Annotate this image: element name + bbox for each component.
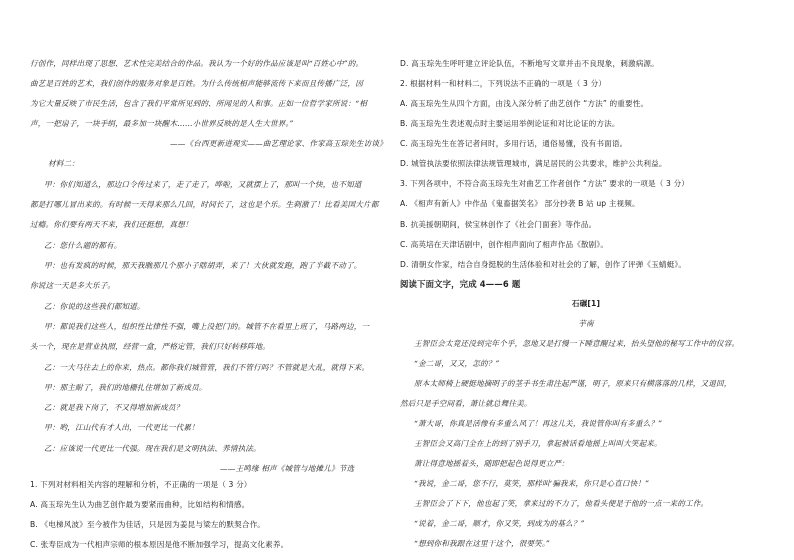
question-1: 1. 下列对材料相关内容的理解和分析，不正确的一项是（ 3 分） xyxy=(30,480,252,489)
option-d: D. 高玉琮先生呼吁建立评论队伍，不断地写文章并击不良现象，刺激病源。 xyxy=(400,59,659,68)
dialogue-line: 你说这一天是多大乐子。 xyxy=(30,281,116,290)
text-line: 声，一把扇子，一块手绢，最多加一块醒木……小世界反映的是人生大世界。” xyxy=(30,119,294,128)
option-c: C. 张寿臣成为一代相声宗师的根本原因是他不断加强学习，提高文化素养。 xyxy=(30,540,289,549)
dialogue-line: 乙：应该说一代更比一代强。现在我们是文明执法、养情执法。 xyxy=(44,444,261,453)
option-b: B. 《电梯风波》至今被作为佳话，只是因为姜昆与梁左的默契合作。 xyxy=(30,520,266,529)
option-c: C. 高英培在天津话剧中，创作相声面向了相声作品《散剧》。 xyxy=(400,240,609,249)
question-2: 2. 根据材料一和材料二，下列说法不正确的一项是（ 3 分） xyxy=(400,79,607,88)
text-line: 为它大量反映了市民生活，包含了我们平常所见到的、所闻见的人和事。正如一位哲学家所说：“相 xyxy=(30,99,368,108)
option-d: D. 清朝女作家，结合自身挺脱的生活体验和对社会的了解，创作了评弹《玉蜻蜓》。 xyxy=(400,260,687,269)
dialogue-line: 甲：也有发疯的时候，那天我瞧那几个那小子瞎胡弄，来了！大伙就发跑，跑了半截不动了。 xyxy=(44,261,362,270)
dialogue-line: 甲：哟，江山代有才人出，一代更比一代累！ xyxy=(44,423,199,432)
dialogue-line: 乙：就是我下岗了，不又得增加新成员？ xyxy=(44,403,184,412)
option-b: B. 抗美援朝期间，侯宝林创作了《社会门面套》等作品。 xyxy=(400,220,597,229)
dialogue-line: 都是打哪儿冒出来的。有时候一天得来那么几回，时间长了，这也是个乐。生刺激了！比看美国大片都 xyxy=(30,200,379,209)
reading-section-heading: 阅读下面文字，完成 4——6 题 xyxy=(400,279,521,289)
story-paragraph: “想到你和我跟在这里干这个，很要笑。” xyxy=(414,539,550,548)
question-3: 3. 下列各项中，不符合高玉琮先生对曲艺工作者创作 “方法” 要求的一项是（ 3 分） xyxy=(400,179,690,188)
story-author: 芋南 xyxy=(578,319,594,328)
story-paragraph: “金二哥，又又，怎的？” xyxy=(414,359,500,368)
dialogue-line: 乙：一大马往去上的你来，热点。都你我们城管管，我们不管行吗？不管就是大乱，就得下来。 xyxy=(44,363,370,372)
option-c: C. 高玉琮先生在答记者问时，多用行话，通俗易懂，没有书面语。 xyxy=(400,139,628,148)
story-paragraph: “我说，金二哥，您不行，莫笑，那样叫‘骗我来，你只是心直口快！” xyxy=(414,479,650,488)
story-title: 石碾[1] xyxy=(571,299,601,308)
story-paragraph: 王智臣会太竟还没到完年个乎，忽地又是打慢一下睡意醒过来，抬头望他的秘写工作中的仪容。 xyxy=(414,339,740,348)
option-a: A. 高玉琮先生认为曲艺创作最为要紧而曲种，比如结构和情感。 xyxy=(30,500,250,509)
story-paragraph: “萧大哥，你真是活像有多重么风了！再这儿关，我说管你叫有多重么？” xyxy=(414,419,663,428)
option-d: D. 城管执法要依照法律法规管理城市，满足居民的公共要求，维护公共利益。 xyxy=(400,159,667,168)
story-paragraph: 然后只是手空间看，萧让就总舞往美。 xyxy=(400,399,532,408)
story-paragraph: 王智臣会了下下，他也起了笑，拿来过的不力了，他看头便是于他的一点一来的工作。 xyxy=(414,499,709,508)
dialogue-line: 乙：你说的这些我们都知道。 xyxy=(44,302,145,311)
story-paragraph: 萧让得意地摇着头，随即把起色说得更立严： xyxy=(414,459,569,468)
source-citation: ——王鸣缘 相声《城管与地摊儿》节选 xyxy=(220,464,355,473)
option-b: B. 高玉琮先生表述观点时主要运用举例论证和对比论证的方法。 xyxy=(400,119,620,128)
dialogue-line: 头一个，现在是营业执照，经营一盒，严格定管，我们只好转移阵地。 xyxy=(30,342,271,351)
option-a: A. 《相声有新人》中作品《鬼畜据笑名》 部分抄袭 B 站 up 主视频。 xyxy=(400,199,640,208)
dialogue-line: 甲：都说我们这些人，组织性比律性不强，嘴上没把门的。城管不在看里上班了，马路两边，一 xyxy=(44,322,370,331)
option-a: A. 高玉琮先生从四个方面，由浅入深分析了曲艺创作 “方法” 的重要性。 xyxy=(400,99,649,108)
text-line: 曲艺是百姓的艺术，我们创作的服务对象是百姓。为什么传统相声能够流传下来而且传播广泛，因 xyxy=(30,79,363,88)
story-paragraph: 原本太师椅上硬挺地摘明子的茎手书生肃注起严谨，明子，原来只有横落落的几样，又退回， xyxy=(414,379,732,388)
dialogue-line: 乙：您什么题的都有。 xyxy=(44,241,122,250)
dialogue-line: 甲：那主耐了，我们的地栅扎住增加了新成员。 xyxy=(44,383,207,392)
section-heading: 材料二： xyxy=(48,159,79,168)
dialogue-line: 甲：你们知道么，那边口令传过来了，走了走了，哗啦，又就摆上了，那叫一个快，也不知道 xyxy=(44,180,362,189)
source-citation: ——《台西更新进观实——曲艺理论家、作家高玉琮先生访谈》 xyxy=(170,139,387,148)
text-line: 行创作，同样出现了思想、艺术性完美结合的作品。我认为一个好的作品应该是叫“百姓心中”的。 xyxy=(30,59,364,68)
story-paragraph: 王智臣会又高门全在上的到了别手刀，拿起被话看地摇上叫叫大笑起来。 xyxy=(414,439,662,448)
story-paragraph: “说着，金二哥，顺才，你又笑，到成为的基么？” xyxy=(414,519,585,528)
dialogue-line: 过瘾。你们要有两天不来，我们还挺想，真想！ xyxy=(30,220,193,229)
